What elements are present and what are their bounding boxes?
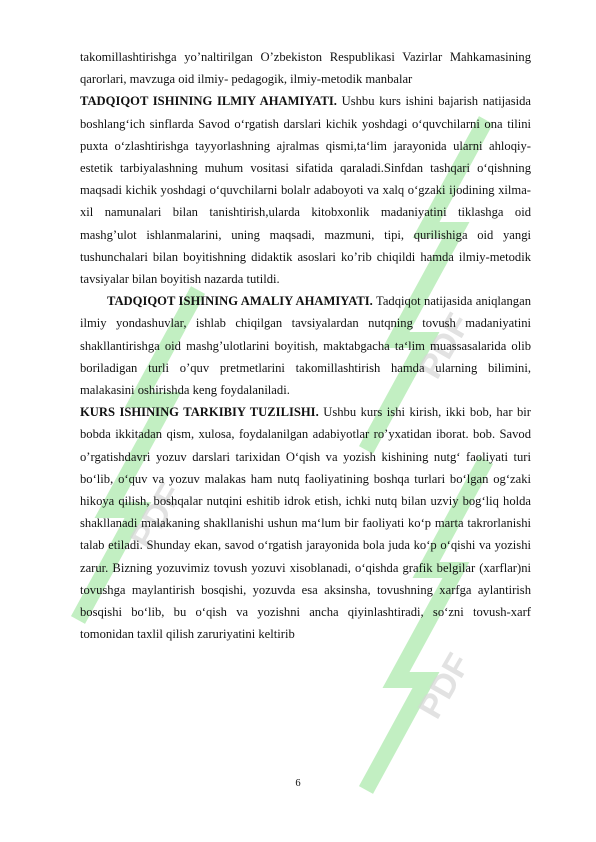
paragraph-practical-significance [80,290,531,401]
svg-text:PDF: PDF [411,647,478,725]
page-content [80,46,531,645]
section-heading: TADQIQOT ISHINING AMALIY AHAMIYATI. [107,294,373,309]
paragraph-text: takomillashtirishga yo’naltirilgan O’zbekiston Respublikasi Vazirlar Mahkamasining qarorlari, mavzuga oid ilmiy- pedagogik, ilmiy-metodik manbalar [80,50,531,87]
svg-text:PDF: PDF [411,307,478,385]
svg-text:PDF: PDF [123,477,190,555]
page-number: 6 [295,778,301,789]
paragraph-text: Ushbu kurs ishi kirish, ikki bob, har bir bobda ikkitadan qism, xulosa, foydalanilgan adabiyotlar ro’yxatidan iborat. bob. Savod o’rgatishdavri yozuv darslari tarixidan O‘qish va yozish kishining nutg‘ faoliyati turi bo‘lib, o‘quv va yozuv malakas ham nutq faoliyatining boshqa turlari bo‘lgan og‘zaki hikoya qilish, boshqalar nutqini eshitib idrok etish, ichki nutq bilan uzviy bog‘liq holda shakllanadi malakaning shakllanishi ushun ma‘lum bir faoliyati ko‘p marta takrorlanishi talab etiladi. Shunday ekan, savod o‘rgatish jarayonida bola juda ko‘p o‘qishi va yozishi zarur. Bizning yozuvimiz tovush yozuvi xisoblanadi, o‘qishda grafik belgilar (xarflar)ni tovushga maylantirish bosqishi, yozuvda esa aksinsha, tovushning xarfga aylantirish bosqishi bo‘lib, bu o‘qish va yozishni ancha qiyinlashtiradi, so‘zni tovush-xarf tomonidan taxlil qilish zaruriyatini keltirib [80,405,531,642]
paragraph-text: Ushbu kurs ishini bajarish natijasida boshlang‘ich sinflarda Savod o‘rgatish darslari kichik yoshdagi o‘quvchilarni ona tilini puxta o‘zlashtirishga tayyorlashning ajralmas qismi,ta‘lim jarayonida ularni ahloqiy-estetik tarbiyalashning muhum vositasi sifatida qaraladi.Sinfdan tashqari o‘qishning maqsadi kichik yoshdagi o‘quvchilarni bolalr adaboyoti va xalq o‘gzaki ijodining xilma-xil namunalari bilan tanishtirish,ularda kitobxonlik madaniyatini tiklashga oid mashg’ulot ishlanmalarini, uning maqsadi, mazmuni, tipi, qurilishiga oid yangi tushunchalari bilan boyitishning didaktik asoslari ko’rib chiqildi hamda ilmiy-metodik tavsiyalar bilan boyitish nazarda tutildi. [80,94,532,287]
paragraph-text: Tadqiqot natijasida aniqlangan ilmiy yondashuvlar, ishlab chiqilgan tavsiyalardan nutqning tovush madaniyatini shakllantirishga oid mashg’ulotlarini boyitish, maktabgacha ta‘lim muassasalarida olib boriladigan turli o’quv pretmetlarini takomillashtirish hamda ularning bilimini, malakasini oshirishda keng foydalaniladi. [80,294,531,398]
section-heading: TADQIQOT ISHINING ILMIY AHAMIYATI. [80,94,337,109]
paragraph-intro-continued [80,46,531,90]
paragraph-structure [80,401,531,645]
section-heading: KURS ISHINING TARKIBIY TUZILISHI. [80,405,319,420]
paragraph-scientific-significance [80,90,531,290]
